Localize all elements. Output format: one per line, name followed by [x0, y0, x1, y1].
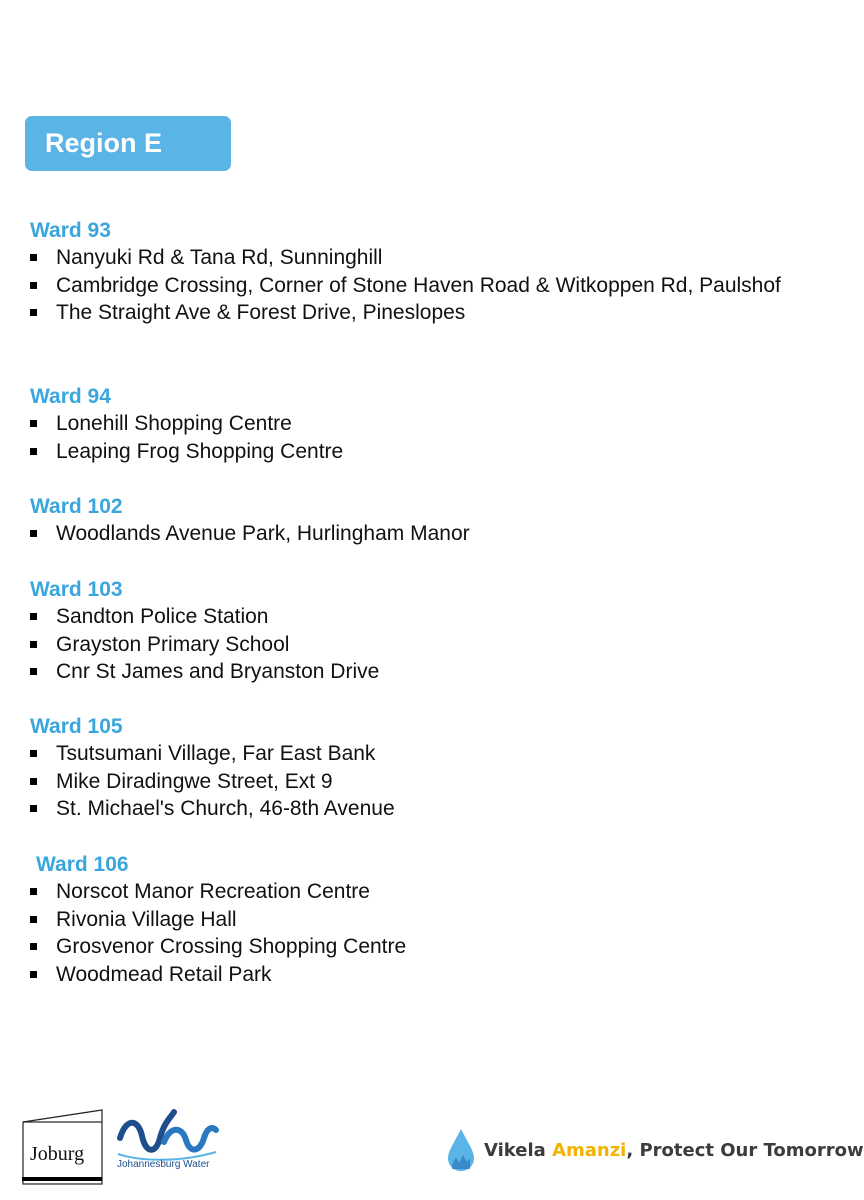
list-item: Grosvenor Crossing Shopping Centre [30, 933, 796, 961]
bullet-icon [30, 916, 37, 923]
ward-title: Ward 103 [30, 578, 123, 601]
ward-section-102 [30, 493, 796, 548]
bullet-icon [30, 613, 37, 620]
bullet-icon [30, 888, 37, 895]
slogan [446, 1127, 864, 1173]
bullet-icon [30, 420, 37, 427]
list-item: Leaping Frog Shopping Centre [30, 438, 796, 466]
ward-section-106 [30, 851, 796, 988]
ward-title: Ward 94 [30, 385, 111, 408]
list-item: Woodmead Retail Park [30, 961, 796, 989]
bullet-icon [30, 943, 37, 950]
bullet-icon [30, 309, 37, 316]
bullet-icon [30, 641, 37, 648]
list-item: Rivonia Village Hall [30, 906, 796, 934]
bullet-icon [30, 668, 37, 675]
bullet-icon [30, 971, 37, 978]
jw-wave-icon [112, 1108, 222, 1164]
list-item: Cnr St James and Bryanston Drive [30, 658, 796, 686]
bullet-icon [30, 778, 37, 785]
ward-location-list [30, 740, 796, 823]
ward-location-list [30, 603, 796, 686]
list-item: Nanyuki Rd & Tana Rd, Sunninghill [30, 244, 796, 272]
region-badge [25, 116, 231, 171]
ward-section-93 [30, 217, 796, 327]
bullet-icon [30, 254, 37, 261]
bullet-icon [30, 805, 37, 812]
list-item: Sandton Police Station [30, 603, 796, 631]
bullet-icon [30, 530, 37, 537]
list-item: Mike Diradingwe Street, Ext 9 [30, 768, 796, 796]
list-item: Grayston Primary School [30, 631, 796, 659]
list-item: Tsutsumani Village, Far East Bank [30, 740, 796, 768]
ward-location-list [30, 244, 796, 327]
joburg-logo [22, 1108, 104, 1188]
list-item: The Straight Ave & Forest Drive, Pineslopes [30, 299, 796, 327]
slogan-accent: Amanzi [552, 1139, 627, 1161]
bullet-icon [30, 448, 37, 455]
region-title: Region E [45, 128, 163, 158]
ward-title: Ward 102 [30, 495, 123, 518]
ward-section-103 [30, 576, 796, 686]
water-drop-icon [446, 1127, 476, 1173]
joburg-logo-graphic [22, 1108, 104, 1188]
joburg-logo-text: Joburg [30, 1143, 85, 1165]
ward-section-94 [30, 383, 796, 465]
ward-location-list [30, 878, 796, 988]
ward-location-list [30, 520, 796, 548]
ward-title: Ward 105 [30, 715, 123, 738]
ward-location-list [30, 410, 796, 465]
jw-caption: Johannesburg Water [117, 1159, 210, 1170]
ward-title: Ward 106 [36, 853, 129, 876]
bullet-icon [30, 750, 37, 757]
list-item: Norscot Manor Recreation Centre [30, 878, 796, 906]
ward-title: Ward 93 [30, 219, 111, 242]
list-item: Lonehill Shopping Centre [30, 410, 796, 438]
list-item: St. Michael's Church, 46-8th Avenue [30, 795, 796, 823]
list-item: Woodlands Avenue Park, Hurlingham Manor [30, 520, 796, 548]
list-item: Cambridge Crossing, Corner of Stone Haven Road & Witkoppen Rd, Paulshof [30, 272, 796, 300]
slogan-text: Vikela Amanzi, Protect Our Tomorrow [484, 1139, 864, 1161]
ward-section-105 [30, 713, 796, 823]
bullet-icon [30, 282, 37, 289]
bottom-bar-divider [22, 1177, 102, 1181]
footer [0, 1100, 864, 1200]
